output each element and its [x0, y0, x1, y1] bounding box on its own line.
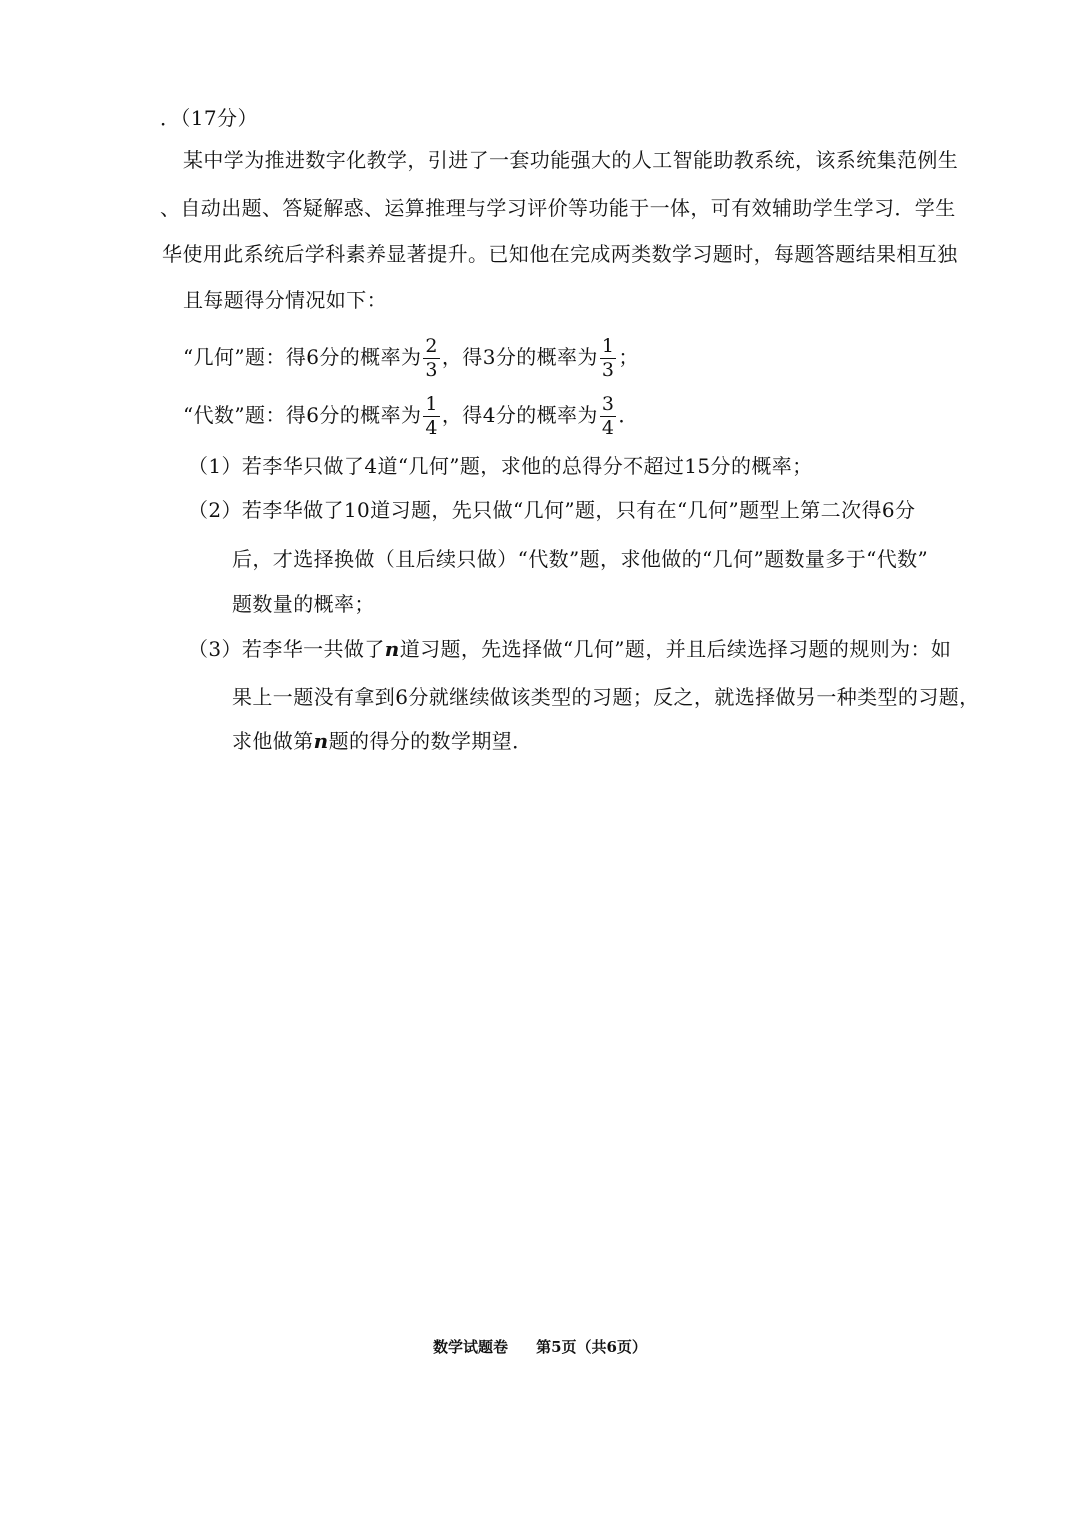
part-3-line-2: 果上一题没有拿到6分就继续做该类型的习题；反之，就选择做另一种类型的习题， — [232, 685, 980, 709]
part-3-text-b: 道习题，先选择做“几何”题，并且后续选择习题的规则为：如 — [399, 637, 952, 661]
fraction-two-thirds — [423, 337, 440, 380]
part-3-text-d: 题的得分的数学期望． — [328, 729, 533, 753]
fraction-denominator: 4 — [425, 417, 438, 439]
page-footer — [0, 1336, 1080, 1357]
algebra-text-1: 分的概率为 — [319, 403, 422, 427]
question-header: ．（17分） — [160, 106, 258, 130]
footer-page-number: 第5页（共6页） — [536, 1338, 647, 1356]
algebra-text-2: ，得 — [441, 403, 483, 427]
intro-line-3: 华使用此系统后学科素养显著提升。已知他在完成两类数学习题时，每题答题结果相互独 — [162, 242, 958, 266]
fraction-denominator: 3 — [425, 359, 438, 381]
variable-n: n — [313, 729, 329, 753]
part-3-text-c: 求他做第 — [232, 729, 314, 753]
geometry-score-2: 3 — [482, 345, 496, 369]
geometry-text-2: ，得 — [441, 345, 483, 369]
footer-title: 数学试题卷 — [433, 1338, 509, 1356]
algebra-score-2: 4 — [482, 403, 496, 427]
intro-line-2: 、自动出题、答疑解惑、运算推理与学习评价等功能于一体，可有效辅助学生学习．学生 — [160, 196, 956, 220]
geometry-end: ； — [618, 345, 639, 369]
part-1: （1）若李华只做了4道“几何”题，求他的总得分不超过15分的概率； — [188, 454, 813, 478]
algebra-end: ． — [618, 403, 639, 427]
algebra-score-1: 6 — [306, 403, 320, 427]
fraction-three-quarters — [600, 395, 617, 438]
geometry-text-3: 分的概率为 — [495, 345, 598, 369]
fraction-numerator: 2 — [425, 335, 438, 357]
part-2-line-2: 后，才选择换做（且后续只做）“代数”题，求他做的“几何”题数量多于“代数” — [232, 547, 929, 571]
geometry-text-1: 分的概率为 — [319, 345, 422, 369]
intro-line-4: 且每题得分情况如下： — [183, 288, 387, 312]
intro-line-1: 某中学为推进数字化教学，引进了一套功能强大的人工智能助教系统，该系统集范例生 — [183, 148, 959, 172]
algebra-label: “代数”题：得 — [183, 403, 307, 427]
part-2-line-1: （2）若李华做了10道习题，先只做“几何”题，只有在“几何”题型上第二次得6分 — [188, 498, 916, 522]
fraction-denominator: 3 — [601, 359, 615, 381]
fraction-denominator: 4 — [601, 417, 615, 439]
part-3-line-1 — [188, 635, 951, 663]
part-3-line-3 — [232, 727, 533, 755]
part-3-text-a: （3）若李华一共做了 — [188, 637, 385, 661]
algebra-text-3: 分的概率为 — [495, 403, 598, 427]
fraction-numerator: 1 — [601, 335, 615, 357]
variable-n: n — [384, 637, 400, 661]
geometry-label: “几何”题：得 — [183, 345, 307, 369]
fraction-one-quarter — [423, 395, 440, 438]
fraction-numerator: 1 — [425, 393, 438, 415]
fraction-numerator: 3 — [601, 393, 615, 415]
part-2-line-3: 题数量的概率； — [232, 592, 375, 616]
fraction-one-third — [600, 337, 617, 380]
geometry-probability-line — [183, 334, 639, 380]
algebra-probability-line — [183, 392, 639, 438]
geometry-score-1: 6 — [306, 345, 320, 369]
